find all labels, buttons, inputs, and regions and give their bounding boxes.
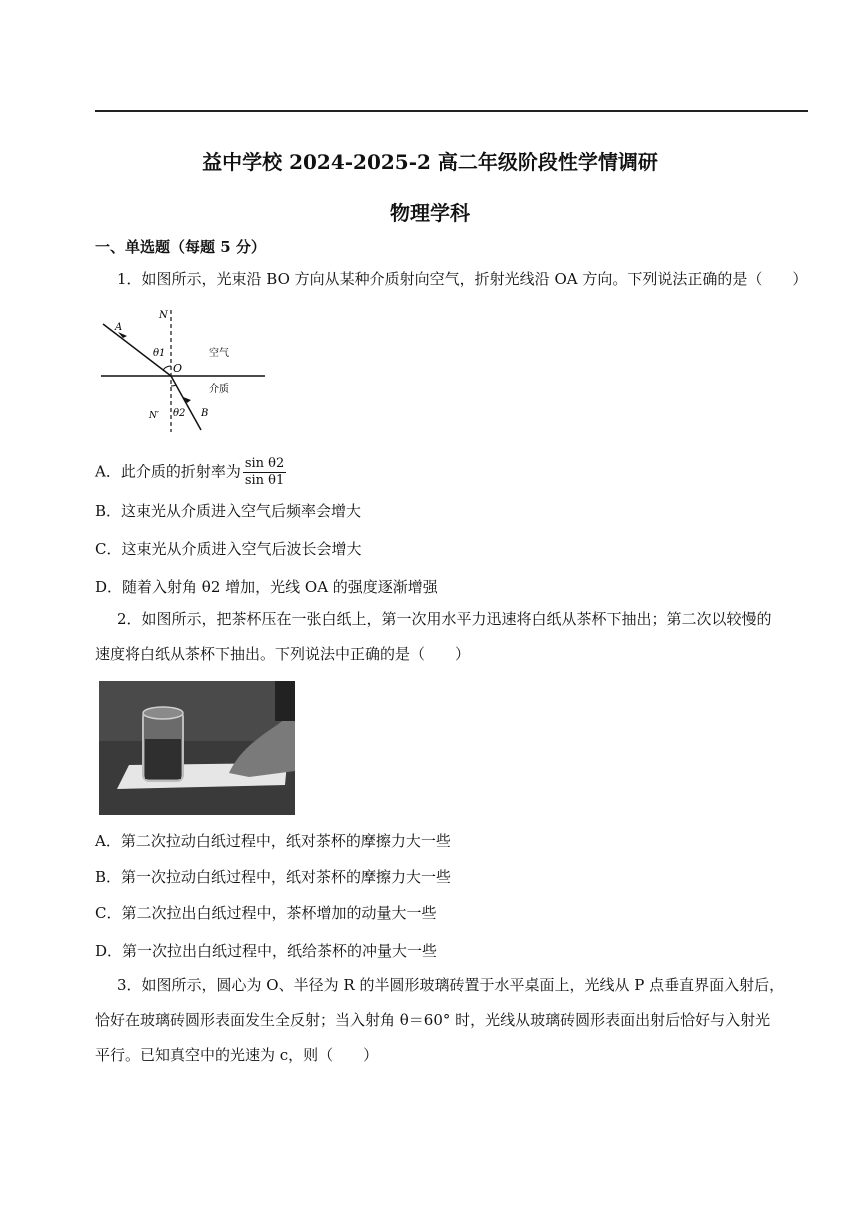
label-o: O bbox=[173, 362, 183, 375]
ray-ob bbox=[171, 376, 201, 430]
q1-option-c: C．这束光从介质进入空气后波长会增大 bbox=[95, 540, 362, 558]
label-n-prime: N′ bbox=[149, 411, 159, 421]
label-air: 空气 bbox=[209, 348, 229, 359]
photo-wall bbox=[99, 681, 295, 741]
refractive-index-fraction bbox=[243, 456, 286, 489]
sleeve bbox=[275, 681, 295, 721]
label-b: B bbox=[201, 408, 209, 419]
angle-theta2-arc bbox=[171, 385, 176, 386]
label-a: A bbox=[115, 322, 123, 333]
header-rule bbox=[95, 110, 808, 112]
tea-cup-photo bbox=[99, 681, 295, 815]
q1-option-b: B．这束光从介质进入空气后频率会增大 bbox=[95, 502, 362, 520]
question-2-stem: 2．如图所示，把茶杯压在一张白纸上，第一次用水平力迅速将白纸从茶杯下抽出；第二次以较慢的速度将白纸从茶杯下抽出。下列说法中正确的是（ ） bbox=[95, 610, 772, 663]
section-heading: 一、单选题（每题 5 分） bbox=[95, 238, 266, 256]
q1-option-a-text: A．此介质的折射率为 bbox=[95, 462, 241, 481]
label-medium: 介质 bbox=[209, 384, 229, 395]
question-1-stem: 1．如图所示，光束沿 BO 方向从某种介质射向空气，折射光线沿 OA 方向。下列说法正确的是（ ） bbox=[117, 270, 808, 288]
cup-water bbox=[145, 739, 181, 779]
q1-option-a bbox=[95, 456, 286, 489]
label-theta2: θ2 bbox=[173, 408, 186, 419]
label-theta1: θ1 bbox=[153, 348, 166, 359]
cup-rim bbox=[143, 707, 183, 719]
q2-option-d: D．第一次拉出白纸过程中，纸给茶杯的冲量大一些 bbox=[95, 942, 438, 960]
q2-option-b: B．第一次拉动白纸过程中，纸对茶杯的摩擦力大一些 bbox=[95, 868, 452, 886]
angle-theta1-arc bbox=[163, 366, 171, 370]
fraction-denominator: sin θ1 bbox=[244, 473, 285, 488]
fraction-numerator: sin θ2 bbox=[244, 456, 285, 471]
question-3-stem: 3．如图所示，圆心为 O、半径为 R 的半圆形玻璃砖置于水平桌面上，光线从 P 点垂直界面入射后，恰好在玻璃砖圆形表面发生全反射；当入射角 θ＝60° 时，光线从玻璃砖圆形表面出射后恰好与入射光平行。已知真空中的光速为 c，则（ ） bbox=[95, 976, 785, 1064]
q2-option-a: A．第二次拉动白纸过程中，纸对茶杯的摩擦力大一些 bbox=[95, 832, 451, 850]
q1-option-d: D．随着入射角 θ2 增加，光线 OA 的强度逐渐增强 bbox=[95, 578, 438, 596]
label-n: N bbox=[159, 310, 168, 321]
refraction-diagram bbox=[97, 306, 277, 436]
q2-option-c: C．第二次拉出白纸过程中，茶杯增加的动量大一些 bbox=[95, 904, 437, 922]
exam-subject: 物理学科 bbox=[390, 201, 470, 225]
exam-title: 益中学校 2024-2025-2 高二年级阶段性学情调研 bbox=[202, 150, 658, 174]
